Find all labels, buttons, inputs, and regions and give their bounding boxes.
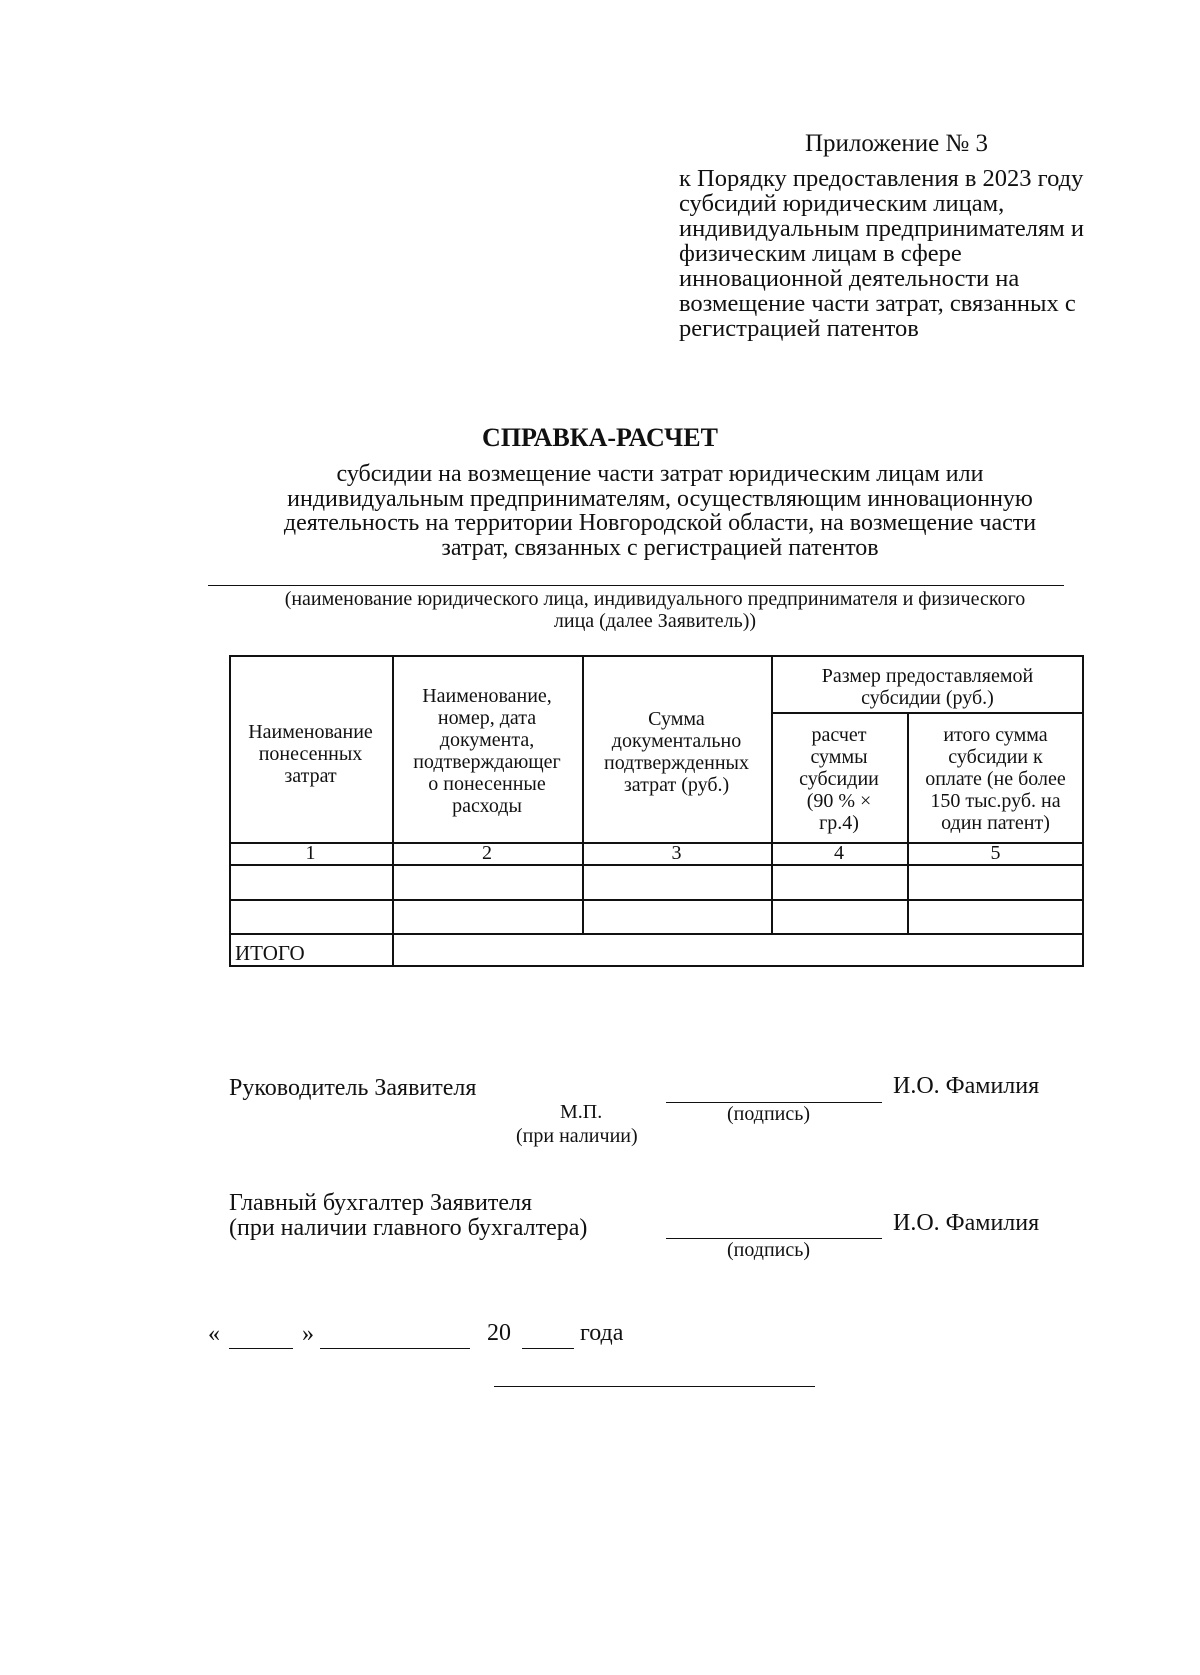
header-line: документа, [439,729,535,751]
header-confirmed-sum [582,708,771,796]
header-line: суммы [810,746,868,768]
header-line: документально [611,730,742,752]
applicant-name-field[interactable] [208,585,1064,586]
header-line: номер, дата [437,707,537,729]
header-subsidy-size [771,665,1084,709]
header-line: понесенных [258,743,363,765]
accountant-name-placeholder: И.О. Фамилия [893,1210,1040,1236]
appendix-title: Приложение № 3 [805,130,989,157]
header-line: подтвержденных [604,752,749,774]
applicant-name-caption [220,588,1090,632]
header-line: субсидии к [948,746,1043,768]
header-line: (90 % × [806,790,872,812]
appendix-line: физическим лицам в сфере [679,240,962,267]
header-subsidy-total [907,724,1084,834]
table-row[interactable] [231,866,1082,898]
header-line: расчет [811,724,867,746]
header-line: 150 тыс.руб. на [930,790,1061,812]
date-close-quote: » [302,1321,314,1347]
column-number: 1 [305,842,316,864]
header-line: субсидии [799,768,879,790]
header-line: субсидии (руб.) [861,687,994,709]
head-name-placeholder: И.О. Фамилия [893,1073,1040,1099]
appendix-line: субсидий юридическим лицам, [679,190,1005,217]
header-line: затрат [284,765,337,787]
caption-line: лица (далее Заявитель)) [553,610,757,632]
column-number: 4 [834,842,844,864]
calculation-table [229,655,1084,967]
date-year-word: года [580,1320,624,1346]
group-header-divider [771,712,1084,714]
stamp-note: (при наличии) [516,1125,638,1147]
subtitle-line: деятельность на территории Новгородской области, на возмещение части [283,510,1037,536]
document-end-line [494,1386,815,1387]
appendix-reference [679,166,1119,341]
appendix-line: регистрацией патентов [679,315,919,342]
signature-caption: (подпись) [727,1239,811,1261]
date-day-field[interactable] [229,1348,293,1349]
accountant-label-line: (при наличии главного бухгалтера) [229,1215,588,1241]
header-line: подтверждающег [413,751,561,773]
stamp-label: М.П. [560,1101,603,1123]
subtitle-line: субсидии на возмещение части затрат юридическим лицам или [336,461,984,487]
signature-caption: (подпись) [727,1103,811,1125]
table-row[interactable] [231,901,1082,932]
column-number: 2 [482,842,492,864]
table-border-bottom [229,965,1084,967]
appendix-line: инновационной деятельности на [679,265,1020,292]
column-number: 5 [990,842,1001,864]
total-value-cell[interactable] [395,935,1081,964]
accountant-label-line: Главный бухгалтер Заявителя [229,1190,533,1216]
subtitle-line: затрат, связанных с регистрацией патентов [441,534,879,561]
column-number: 3 [671,842,682,864]
header-line: Наименование [248,721,373,743]
header-cost-name [229,721,392,787]
document-subtitle [230,462,1090,560]
header-document [392,685,582,817]
header-line: затрат (руб.) [623,774,730,796]
header-line: оплате (не более [925,768,1066,790]
header-line: Наименование, [422,685,552,707]
header-line: гр.4) [819,812,859,834]
appendix-line: индивидуальным предпринимателям и [679,215,1085,242]
header-line: Сумма [648,708,705,730]
table-border-top [229,655,1084,657]
appendix-line: возмещение части затрат, связанных с [679,290,1076,317]
date-year-field[interactable] [522,1348,574,1349]
date-open-quote: « [208,1321,220,1347]
accountant-label [229,1191,587,1241]
header-line: расходы [452,795,522,817]
header-line: один патент) [941,812,1050,834]
header-line: Размер предоставляемой [821,665,1034,687]
header-line: итого сумма [943,724,1048,746]
total-label: ИТОГО [235,941,305,965]
head-label: Руководитель Заявителя [229,1075,477,1101]
appendix-line: к Порядку предоставления в 2023 году [679,165,1084,192]
date-century: 20 [487,1320,511,1346]
subtitle-line: индивидуальным предпринимателям, осуществляющим инновационную [287,485,1033,512]
date-month-field[interactable] [320,1348,470,1349]
header-line: о понесенные [428,773,546,795]
caption-line: (наименование юридического лица, индивидуального предпринимателя и физического [284,588,1026,610]
header-subsidy-calc [771,724,907,834]
document-title: СПРАВКА-РАСЧЕТ [482,423,718,452]
